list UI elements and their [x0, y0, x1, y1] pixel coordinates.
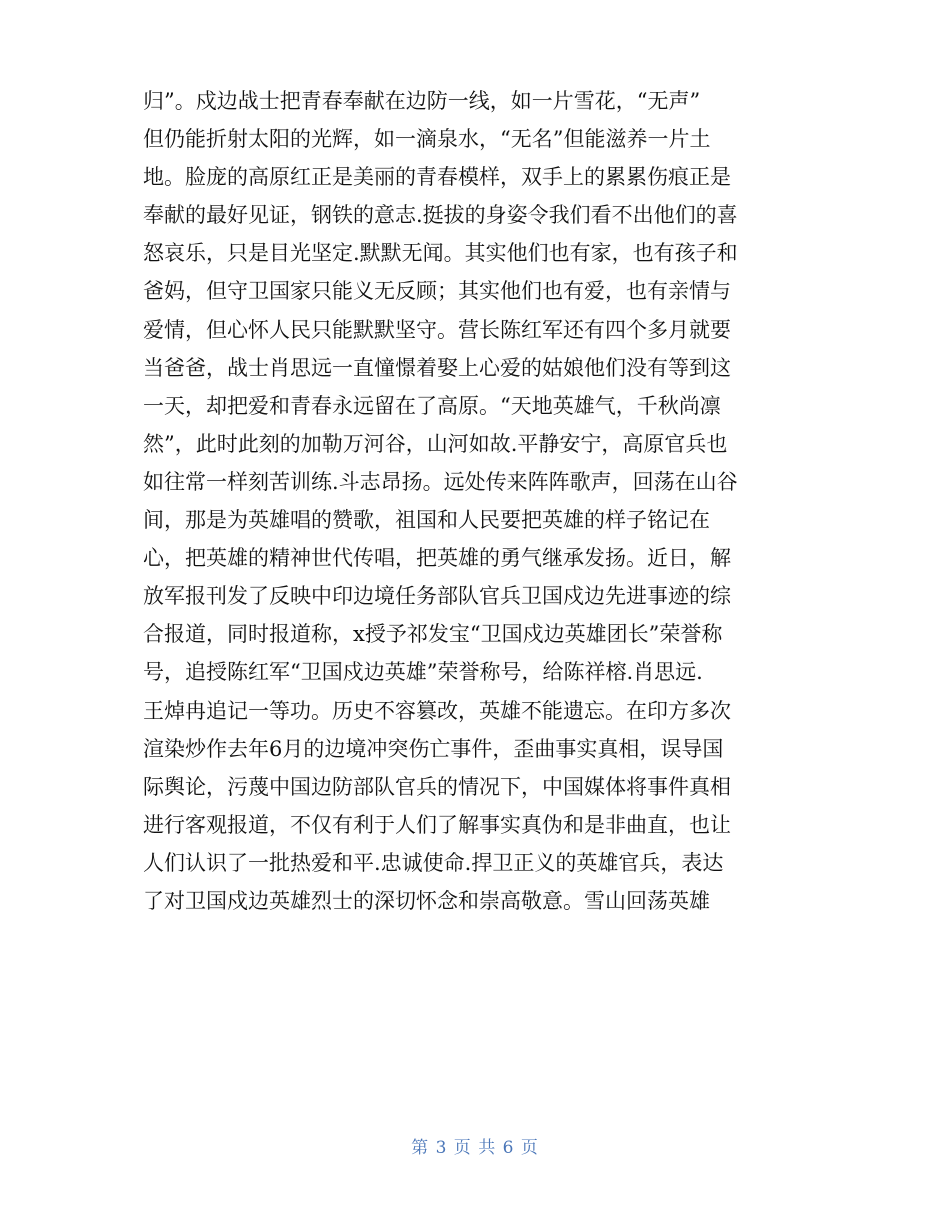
text-line: 归”。戍边战士把青春奉献在边防一线，如一片雪花，“无声” — [143, 89, 701, 113]
text-line: 然”，此时此刻的加勒万河谷，山河如故.平静安宁，高原官兵也 — [143, 431, 728, 456]
text-line: 放军报刊发了反映中印边境任务部队官兵卫国戍边先进事迹的综 — [143, 584, 731, 609]
text-line: 一天，却把爱和青春永远留在了高原。“天地英雄气，千秋尚凛 — [143, 393, 721, 418]
text-line: 心，把英雄的精神世代传唱，把英雄的勇气继承发扬。近日，解 — [143, 546, 731, 571]
text-line: 地。脸庞的高原红正是美丽的青春模样，双手上的累累伤痕正是 — [143, 165, 731, 190]
text-line: 号，追授陈红军“卫国戍边英雄”荣誉称号，给陈祥榕.肖思远. — [143, 660, 703, 685]
text-line: 人们认识了一批热爱和平.忠诚使命.捍卫正义的英雄官兵，表达 — [143, 850, 724, 875]
text-line: 了对卫国戍边英雄烈士的深切怀念和崇高敬意。雪山回荡英雄 — [143, 888, 710, 913]
text-line: 进行客观报道，不仅有利于人们了解事实真伪和是非曲直，也让 — [143, 812, 731, 837]
text-line: 如往常一样刻苦训练.斗志昂扬。远处传来阵阵歌声，回荡在山谷 — [143, 469, 738, 494]
text-line: 合报道，同时报道称，x授予祁发宝“卫国戍边英雄团长”荣誉称 — [143, 622, 723, 647]
text-line: 间，那是为英雄唱的赞歌，祖国和人民要把英雄的样子铭记在 — [143, 508, 710, 533]
text-line: 际舆论，污蔑中国边防部队官兵的情况下，中国媒体将事件真相 — [143, 774, 731, 799]
text-line: 爸妈，但守卫国家只能义无反顾；其实他们也有爱，也有亲情与 — [143, 279, 731, 304]
text-line: 但仍能折射太阳的光辉，如一滴泉水，“无名”但能滋养一片土 — [143, 127, 711, 152]
text-line: 怒哀乐，只是目光坚定.默默无闻。其实他们也有家，也有孩子和 — [143, 241, 738, 266]
text-line: 王焯冉追记一等功。历史不容篡改，英雄不能遗忘。在印方多次 — [143, 698, 731, 723]
text-line: 当爸爸，战士肖思远一直憧憬着娶上心爱的姑娘他们没有等到这 — [143, 355, 731, 380]
text-line: 渲染炒作去年6月的边境冲突伤亡事件，歪曲事实真相，误导国 — [143, 736, 724, 761]
body-text — [143, 82, 823, 920]
page-number-footer: 第 3 页 共 6 页 — [411, 1138, 539, 1158]
text-line: 奉献的最好见证，钢铁的意志.挺拔的身姿令我们看不出他们的喜 — [143, 203, 738, 228]
text-line: 爱情，但心怀人民只能默默坚守。营长陈红军还有四个多月就要 — [143, 317, 731, 342]
